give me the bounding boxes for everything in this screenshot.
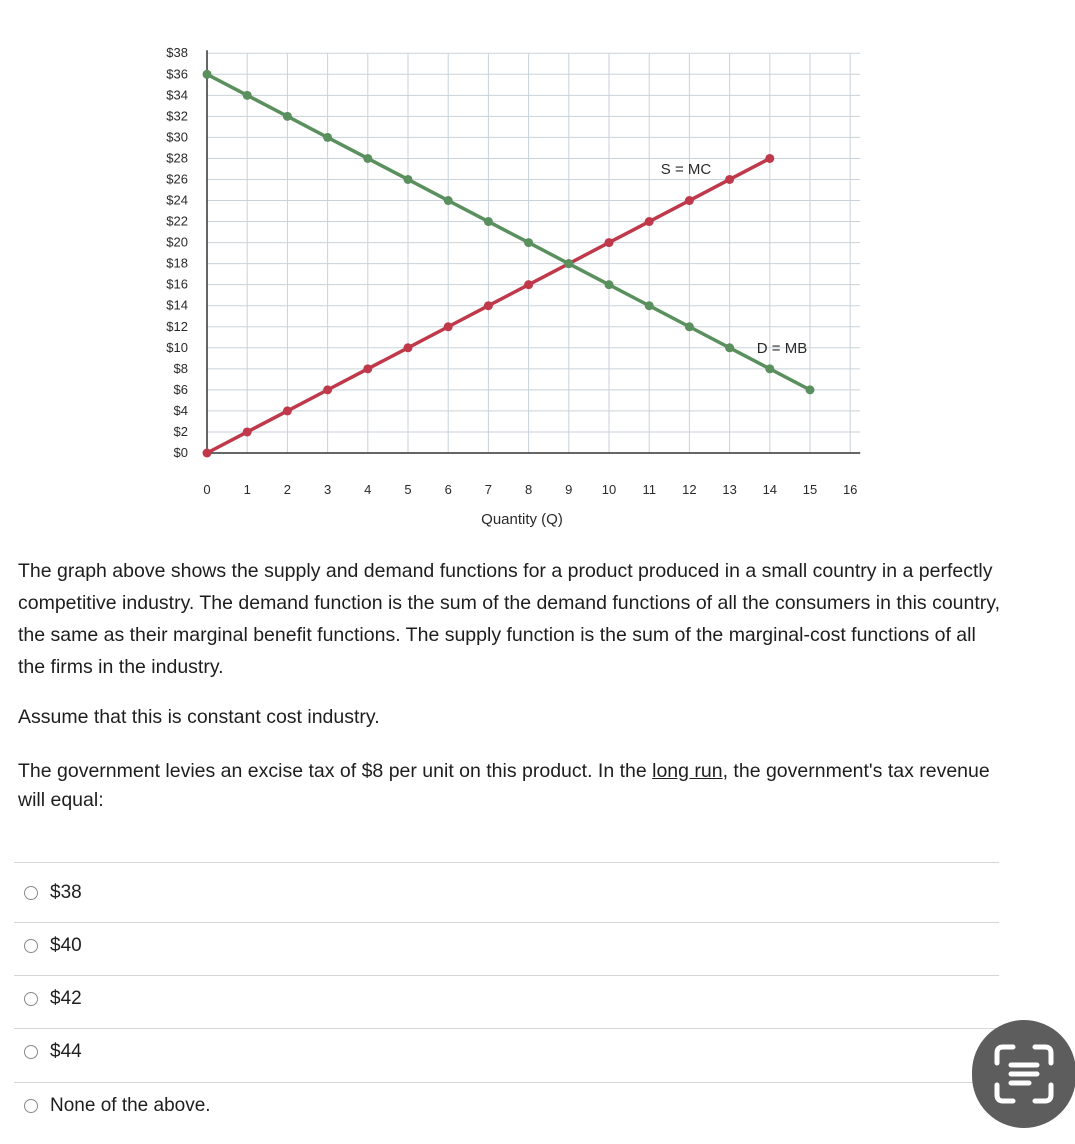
y-tick-label: $32 <box>166 108 188 124</box>
x-tick-label: 3 <box>323 482 332 497</box>
supply-data-point <box>404 343 413 352</box>
question-p3-end: , the government's tax revenue will equal: <box>18 760 990 811</box>
x-tick-label: 15 <box>802 482 818 497</box>
demand-data-point <box>725 343 734 352</box>
supply-data-point <box>725 175 734 184</box>
x-tick-label: 5 <box>404 482 412 497</box>
supply-data-point <box>444 322 453 331</box>
y-tick-label: $2 <box>173 423 188 439</box>
demand-data-point <box>605 280 614 289</box>
option-divider <box>14 922 999 923</box>
y-tick-label: $36 <box>166 66 188 82</box>
demand-data-point <box>645 301 654 310</box>
y-tick-label: $8 <box>173 360 188 376</box>
scan-text-icon <box>993 1043 1055 1105</box>
demand-data-point <box>484 217 493 226</box>
demand-data-point <box>444 196 453 205</box>
x-axis-title: Quantity (Q) <box>481 511 563 528</box>
option-label: None of the above. <box>50 1095 211 1116</box>
x-tick-label: 14 <box>762 482 778 497</box>
x-tick-label: 9 <box>565 482 573 497</box>
supply-data-point <box>283 406 292 415</box>
scan-text-button[interactable] <box>972 1020 1075 1128</box>
y-tick-label: $34 <box>166 87 188 103</box>
y-tick-label: $10 <box>166 339 188 355</box>
supply-data-point <box>484 301 493 310</box>
option-label: $42 <box>50 988 82 1009</box>
chart-grid <box>207 53 860 453</box>
option-none[interactable] <box>24 1091 211 1121</box>
supply-data-point <box>323 385 332 394</box>
option-divider <box>14 1082 999 1083</box>
supply-data-point <box>243 427 252 436</box>
radio-button[interactable] <box>24 1099 38 1113</box>
option-divider <box>14 975 999 976</box>
x-tick-label: 11 <box>642 482 656 497</box>
y-tick-label: $30 <box>166 129 188 145</box>
option-label: $40 <box>50 935 82 956</box>
demand-data-point <box>404 175 413 184</box>
radio-button[interactable] <box>24 939 38 953</box>
supply-data-point <box>203 449 212 458</box>
supply-data-point <box>765 154 774 163</box>
question-paragraph-3 <box>18 757 1018 815</box>
option-38[interactable] <box>24 878 82 908</box>
y-tick-label: $14 <box>166 297 188 313</box>
x-tick-label: 10 <box>601 482 617 497</box>
x-tick-label: 4 <box>364 482 372 497</box>
demand-data-point <box>685 322 694 331</box>
question-paragraph-1: The graph above shows the supply and demand functions for a product produced in a small country in a perfectly competitive industry. The demand function is the sum of the demand functions of all the consumers in this country, the same as their marginal benefit functions. The supply function is the sum of the marginal-cost functions of all the firms in the industry. <box>18 560 1001 678</box>
radio-button[interactable] <box>24 992 38 1006</box>
radio-button[interactable] <box>24 1045 38 1059</box>
demand-series-line <box>207 74 810 390</box>
x-tick-label: 0 <box>203 482 211 497</box>
x-tick-labels <box>203 482 857 497</box>
supply-data-point <box>685 196 694 205</box>
supply-demand-chart <box>0 0 1075 540</box>
demand-data-point <box>765 364 774 373</box>
question-text <box>18 555 1008 683</box>
demand-data-point <box>806 385 815 394</box>
demand-series-label: D = MB <box>756 340 808 357</box>
option-label: $38 <box>50 882 82 903</box>
option-44[interactable] <box>24 1037 82 1067</box>
y-tick-label: $28 <box>166 150 188 166</box>
long-run-emphasis: long run <box>652 760 723 782</box>
x-tick-label: 2 <box>283 482 292 497</box>
x-tick-label: 8 <box>524 482 533 497</box>
y-tick-label: $38 <box>166 45 188 61</box>
question-paragraph-2: Assume that this is constant cost industry. <box>18 706 380 728</box>
supply-data-point <box>645 217 654 226</box>
demand-data-point <box>363 154 372 163</box>
y-tick-label: $18 <box>166 255 188 271</box>
option-label: $44 <box>50 1041 82 1062</box>
y-tick-label: $6 <box>173 381 188 397</box>
demand-data-point <box>203 70 212 79</box>
supply-data-point <box>363 364 372 373</box>
x-tick-label: 6 <box>444 482 452 497</box>
x-tick-label: 16 <box>842 482 858 497</box>
x-tick-label: 7 <box>484 482 493 497</box>
demand-data-point <box>564 259 573 268</box>
chart-axes <box>207 50 860 453</box>
question-p3-start: The government levies an excise tax of $8 per unit on this product. In the <box>18 760 653 782</box>
x-tick-label: 13 <box>722 482 737 497</box>
x-tick-label: 12 <box>682 482 697 497</box>
y-tick-label: $22 <box>166 213 188 229</box>
supply-series-label: S = MC <box>660 161 712 178</box>
y-tick-label: $24 <box>166 192 188 208</box>
y-tick-label: $20 <box>166 234 188 250</box>
demand-data-point <box>243 91 252 100</box>
y-tick-label: $16 <box>166 276 188 292</box>
option-42[interactable] <box>24 984 82 1014</box>
x-tick-label: 1 <box>243 482 251 497</box>
radio-button[interactable] <box>24 886 38 900</box>
demand-data-point <box>283 112 292 121</box>
y-tick-label: $0 <box>173 445 188 460</box>
demand-data-point <box>524 238 533 247</box>
y-tick-label: $26 <box>166 171 188 187</box>
y-tick-label: $4 <box>173 402 188 418</box>
option-40[interactable] <box>24 931 82 961</box>
supply-data-point <box>605 238 614 247</box>
y-tick-label: $12 <box>166 318 188 334</box>
demand-data-point <box>323 133 332 142</box>
option-divider <box>14 1028 999 1029</box>
supply-data-point <box>524 280 533 289</box>
option-divider <box>14 862 999 863</box>
y-tick-labels <box>166 45 188 460</box>
